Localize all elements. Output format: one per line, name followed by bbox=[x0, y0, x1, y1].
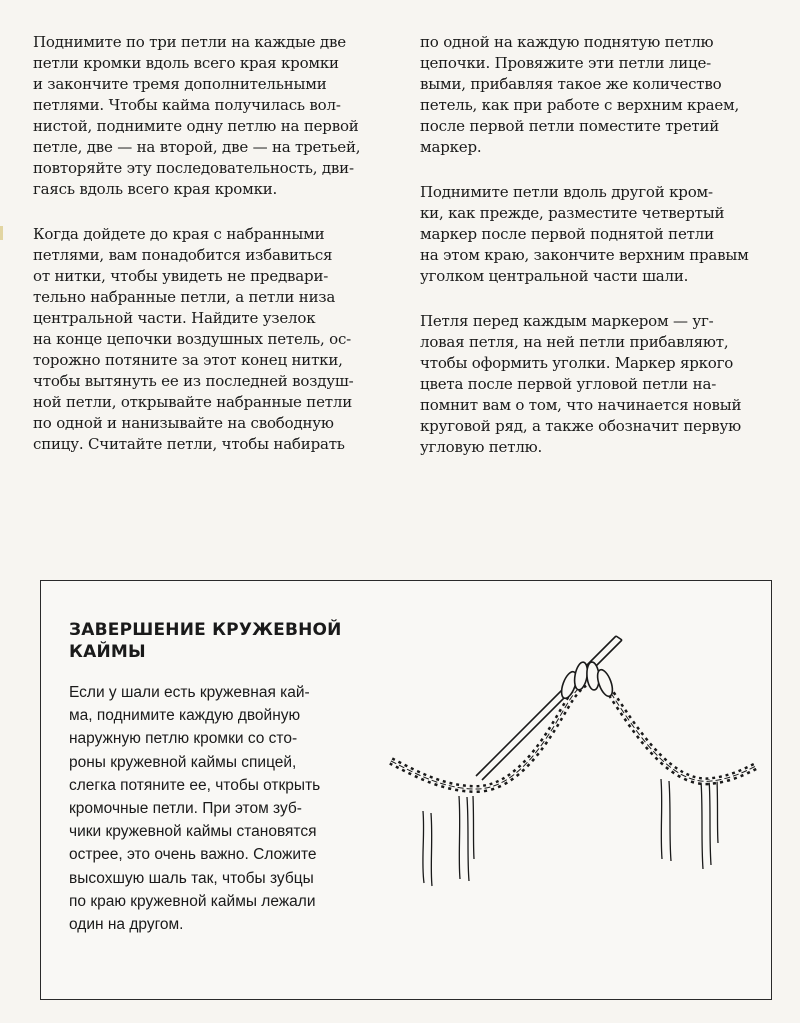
text-line: торожно потяните за этот конец нитки, bbox=[33, 351, 343, 369]
text-line: повторяйте эту последовательность, дви- bbox=[33, 159, 354, 177]
sidebar-title-line: ЗАВЕРШЕНИЕ КРУЖЕВНОЙ bbox=[69, 620, 342, 640]
text-line: Поднимите по три петли на каждые две bbox=[33, 33, 346, 51]
text-line: нистой, поднимите одну петлю на первой bbox=[33, 117, 359, 135]
text-line: ловая петля, на ней петли прибавляют, bbox=[420, 333, 729, 351]
lace-edge-illustration bbox=[381, 621, 761, 901]
text-line: ки, как прежде, разместите четвертый bbox=[420, 204, 725, 222]
text-line: угловую петлю. bbox=[420, 438, 543, 456]
left-column bbox=[33, 32, 393, 455]
text-line: цепочки. Провяжите эти петли лице- bbox=[420, 54, 711, 72]
right-paragraph-3 bbox=[420, 311, 790, 458]
text-line: маркер после первой поднятой петли bbox=[420, 225, 714, 243]
text-line: спицу. Считайте петли, чтобы набирать bbox=[33, 435, 345, 453]
text-line: на конце цепочки воздушных петель, ос- bbox=[33, 330, 352, 348]
text-line: наружную петлю кромки со сто- bbox=[69, 730, 298, 748]
text-line: высохшую шаль так, чтобы зубцы bbox=[69, 869, 314, 887]
text-line: чтобы вытянуть ее из последней воздуш- bbox=[33, 372, 354, 390]
text-line: петли кромки вдоль всего края кромки bbox=[33, 54, 339, 72]
text-line: цвета после первой угловой петли на- bbox=[420, 375, 717, 393]
text-line: чики кружевной каймы становятся bbox=[69, 823, 317, 841]
text-line: по краю кружевной каймы лежали bbox=[69, 892, 316, 910]
text-line: круговой ряд, а также обозначит первую bbox=[420, 417, 741, 435]
knitting-needle bbox=[476, 636, 622, 780]
text-line: гаясь вдоль всего края кромки. bbox=[33, 180, 278, 198]
sidebar-box bbox=[40, 580, 772, 1000]
text-line: выми, прибавляя такое же количество bbox=[420, 75, 722, 93]
stitch-chain bbox=[391, 661, 756, 789]
text-line: уголком центральной части шали. bbox=[420, 267, 689, 285]
sidebar-title-line: КАЙМЫ bbox=[69, 642, 146, 662]
text-line: роны кружевной каймы спицей, bbox=[69, 753, 297, 771]
page-edge-mark bbox=[0, 226, 11, 240]
text-line: после первой петли поместите третий bbox=[420, 117, 720, 135]
text-line: петель, как при работе с верхним краем, bbox=[420, 96, 740, 114]
text-line: петле, две — на второй, две — на третьей, bbox=[33, 138, 361, 156]
text-line: от нитки, чтобы увидеть не предвари- bbox=[33, 267, 329, 285]
text-line: петлями. Чтобы кайма получилась вол- bbox=[33, 96, 341, 114]
text-line: Когда дойдете до края с набранными bbox=[33, 225, 325, 243]
sidebar-title bbox=[69, 619, 342, 663]
right-paragraph-1 bbox=[420, 32, 790, 158]
text-line: Если у шали есть кружевная кай- bbox=[69, 684, 310, 701]
text-line: центральной части. Найдите узелок bbox=[33, 309, 316, 327]
text-line: и закончите тремя дополнительными bbox=[33, 75, 327, 93]
text-line: помнит вам о том, что начинается новый bbox=[420, 396, 742, 414]
text-line: ма, поднимите каждую двойную bbox=[69, 707, 301, 725]
text-line: петлями, вам понадобится избавиться bbox=[33, 246, 333, 264]
text-line: Поднимите петли вдоль другой кром- bbox=[420, 183, 713, 201]
text-line: слегка потяните ее, чтобы открыть bbox=[69, 776, 321, 794]
text-line: чтобы оформить уголки. Маркер яркого bbox=[420, 354, 734, 372]
text-line: кромочные петли. При этом зуб- bbox=[69, 800, 302, 818]
text-line: Петля перед каждым маркером — уг- bbox=[420, 312, 714, 330]
loose-yarn-strands bbox=[423, 779, 718, 886]
left-paragraph-2 bbox=[33, 224, 393, 455]
sidebar-body bbox=[69, 681, 389, 936]
text-line: на этом краю, закончите верхним правым bbox=[420, 246, 749, 264]
text-line: ной петли, открывайте набранные петли bbox=[33, 393, 352, 411]
left-paragraph-1 bbox=[33, 32, 393, 200]
right-paragraph-2 bbox=[420, 182, 790, 287]
text-line: по одной на каждую поднятую петлю bbox=[420, 33, 714, 51]
text-line: один на другом. bbox=[69, 916, 184, 934]
text-line: по одной и нанизывайте на свободную bbox=[33, 414, 334, 432]
right-column bbox=[420, 32, 790, 458]
text-line: острее, это очень важно. Сложите bbox=[69, 846, 317, 864]
text-line: тельно набранные петли, а петли низа bbox=[33, 288, 336, 306]
text-line: маркер. bbox=[420, 138, 482, 156]
